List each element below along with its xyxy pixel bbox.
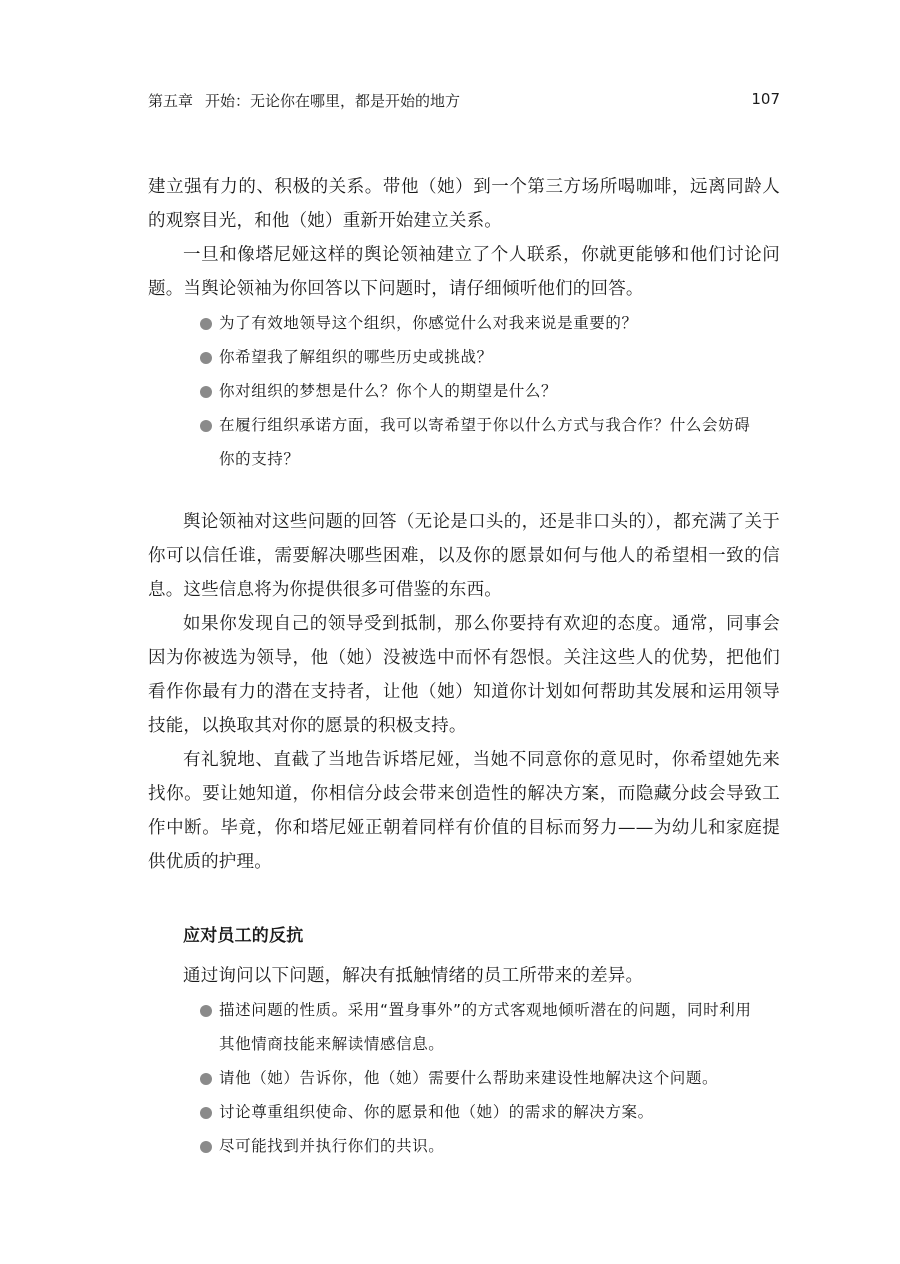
bullet-icon — [200, 1073, 212, 1085]
list-item-text: 在履行组织承诺方面，我可以寄希望于你以什么方式与我合作？什么会妨碍你的支持？ — [219, 416, 751, 468]
list-item-text: 描述问题的性质。采用“置身事外”的方式客观地倾听潜在的问题，同时利用其他情商技能来解读情感信息。 — [219, 1001, 752, 1053]
list-item-text: 请他（她）告诉你，他（她）需要什么帮助来建设性地解决这个问题。 — [219, 1069, 719, 1087]
bullet-icon — [200, 1141, 212, 1153]
paragraph: 如果你发现自己的领导受到抵制，那么你要持有欢迎的态度。通常，同事会因为你被选为领导，他（她）没被选中而怀有怨恨。关注这些人的优势，把他们看作你最有力的潜在支持者，让他（她）知道你计划如何帮助其发展和运用领导技能，以换取其对你的愿景的积极支持。 — [148, 614, 780, 736]
page-number: 107 — [751, 90, 780, 108]
list-item-text: 你希望我了解组织的哪些历史或挑战？ — [219, 348, 493, 366]
questions-list — [148, 306, 780, 476]
list-item — [200, 306, 780, 340]
chapter-name: 开始：无论你在哪里，都是开始的地方 — [205, 92, 461, 110]
list-item-text: 你对组织的梦想是什么？你个人的期望是什么？ — [219, 382, 558, 400]
paragraph: 建立强有力的、积极的关系。带他（她）到一个第三方场所喝咖啡，远离同龄人的观察目光，和他（她）重新开始建立关系。 — [148, 177, 780, 231]
list-item — [200, 1095, 780, 1129]
list-item-text: 尽可能找到并执行你们的共识。 — [219, 1137, 445, 1155]
paragraph: 有礼貌地、直截了当地告诉塔尼娅，当她不同意你的意见时，你希望她先来找你。要让她知道，你相信分歧会带来创造性的解决方案，而隐藏分歧会导致工作中断。毕竟，你和塔尼娅正朝着同样有价值的目标而努力——为幼儿和家庭提供优质的护理。 — [148, 750, 780, 872]
list-item — [200, 1061, 780, 1095]
list-item — [200, 993, 780, 1061]
section-heading: 应对员工的反抗 — [183, 926, 304, 946]
paragraph: 舆论领袖对这些问题的回答（无论是口头的，还是非口头的），都充满了关于你可以信任谁，需要解决哪些困难，以及你的愿景如何与他人的希望相一致的信息。这些信息将为你提供很多可借鉴的东西。 — [148, 512, 780, 600]
resistance-list — [148, 993, 780, 1163]
section-intro: 通过询问以下问题，解决有抵触情绪的员工所带来的差异。 — [183, 966, 644, 986]
bullet-icon — [200, 1005, 212, 1017]
bullet-icon — [200, 420, 212, 432]
paragraph: 一旦和像塔尼娅这样的舆论领袖建立了个人联系，你就更能够和他们讨论问题。当舆论领袖为你回答以下问题时，请仔细倾听他们的回答。 — [148, 245, 780, 299]
list-item — [200, 408, 780, 476]
running-header — [148, 90, 780, 114]
list-item — [200, 1129, 780, 1163]
list-item-text: 讨论尊重组织使命、你的愿景和他（她）的需求的解决方案。 — [219, 1103, 654, 1121]
list-item — [200, 374, 780, 408]
bullet-icon — [200, 386, 212, 398]
bullet-icon — [200, 1107, 212, 1119]
list-item — [200, 340, 780, 374]
bullet-icon — [200, 352, 212, 364]
list-item-text: 为了有效地领导这个组织，你感觉什么对我来说是重要的？ — [219, 314, 638, 332]
bullet-icon — [200, 318, 212, 330]
body-text — [148, 170, 780, 1163]
chapter-title — [148, 90, 460, 111]
chapter-label: 第五章 — [148, 92, 194, 110]
